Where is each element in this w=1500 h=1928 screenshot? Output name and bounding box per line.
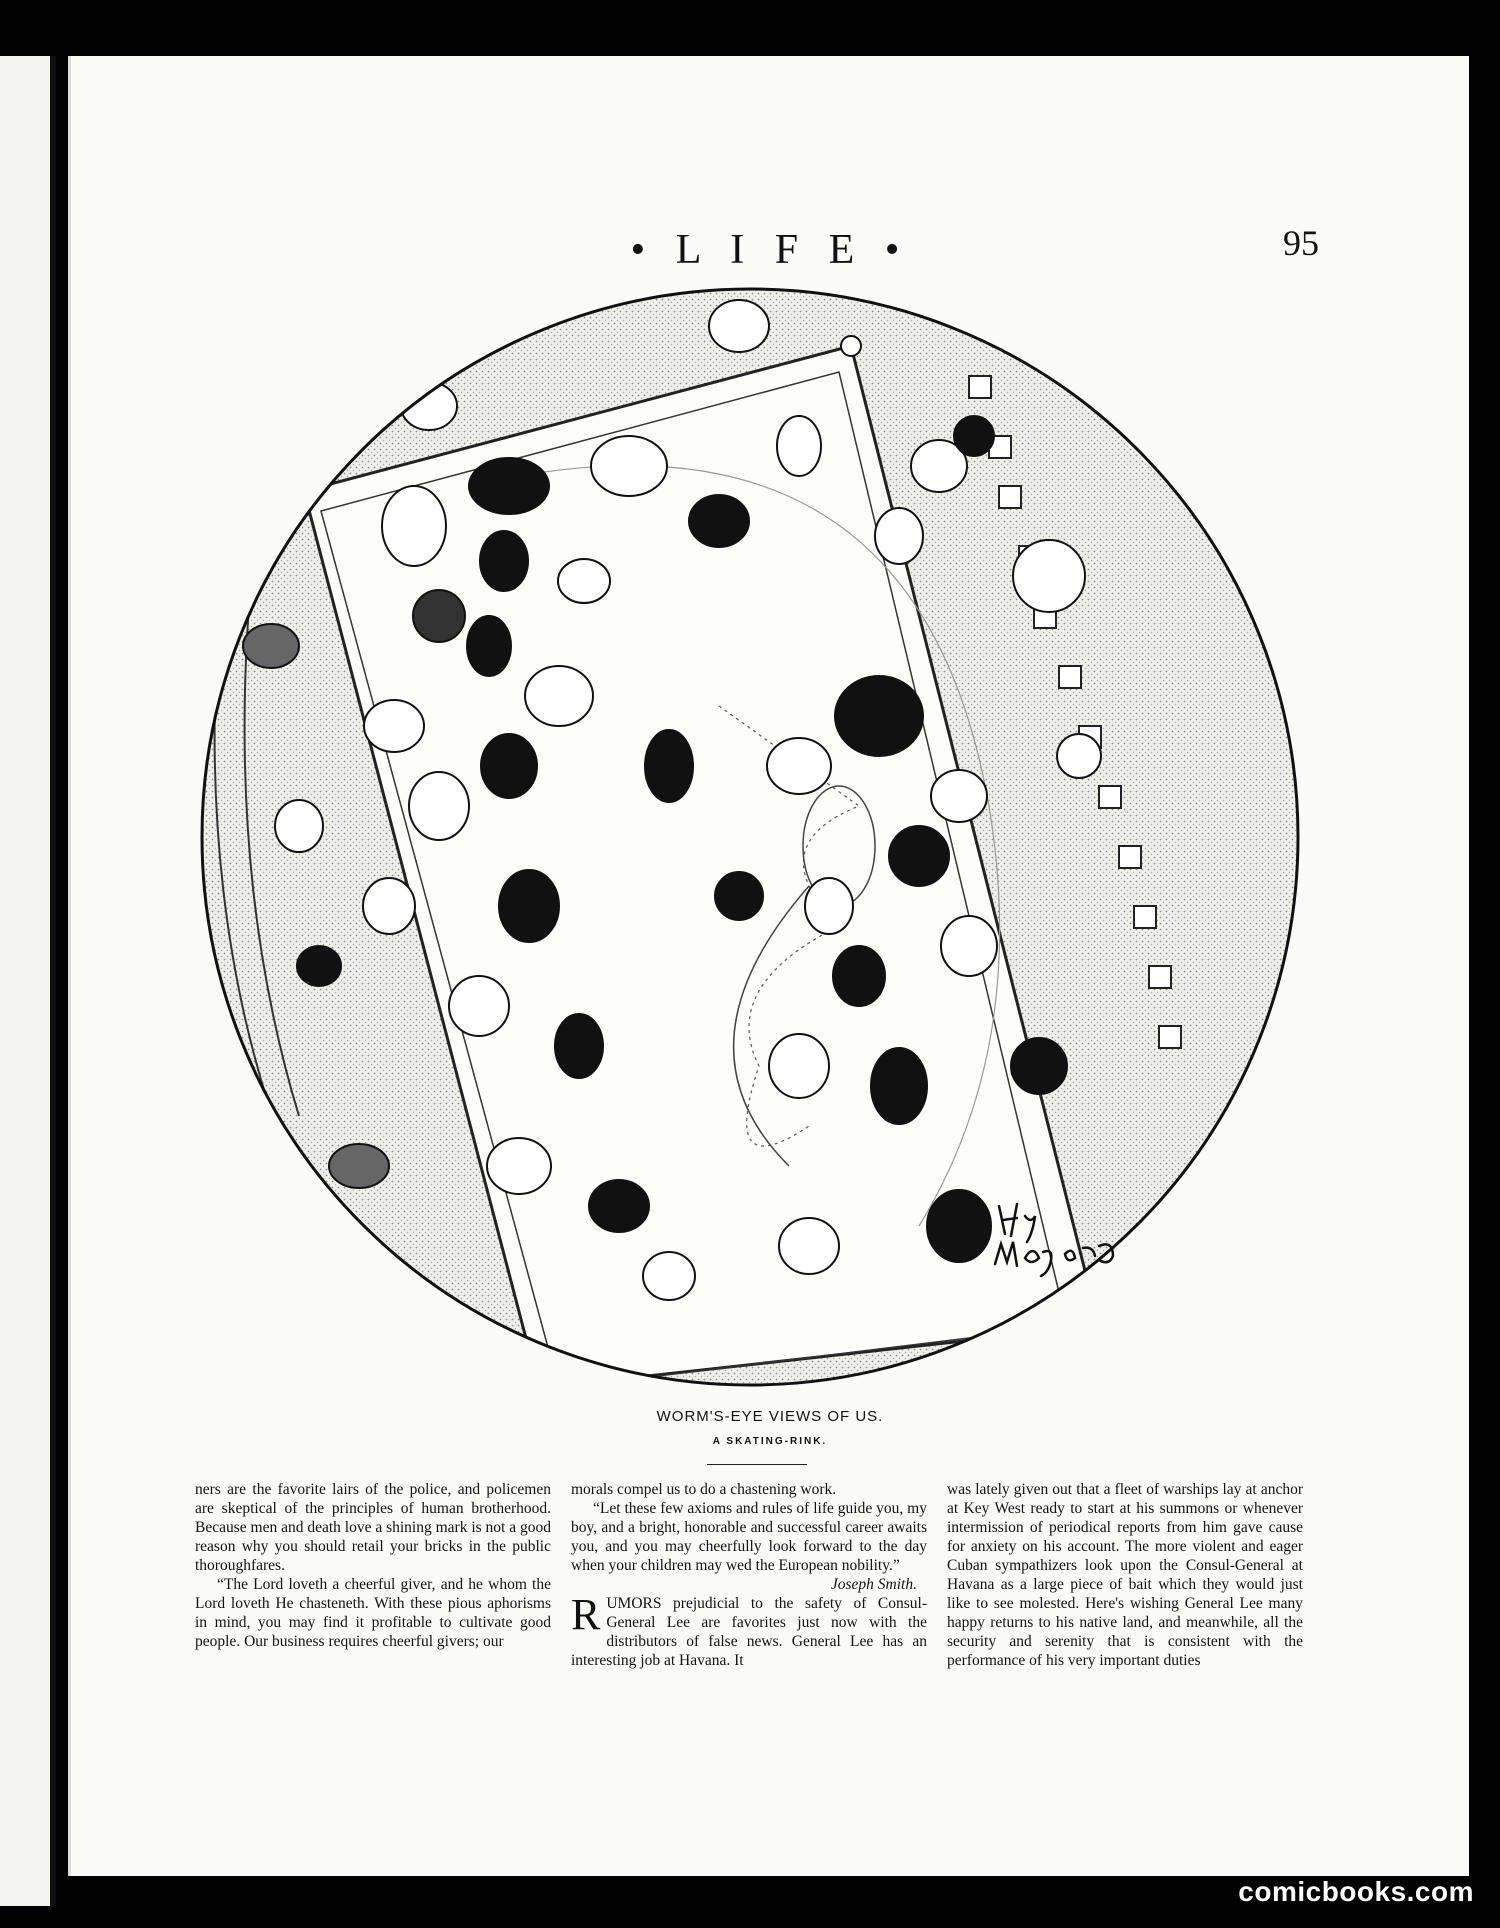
magazine-page (68, 56, 1469, 1876)
paragraph (571, 1499, 927, 1593)
text-column-1 (195, 1480, 551, 1651)
illustration-caption-subtitle: A SKATING-RINK. (712, 1436, 828, 1447)
drop-cap: R (571, 1590, 601, 1639)
skating-rink-illustration (199, 286, 1301, 1388)
author-signature: Joseph Smith. (830, 1576, 917, 1593)
facing-page-edge (0, 56, 56, 1906)
illustration-caption-title: WORM'S-EYE VIEWS OF US. (656, 1408, 884, 1425)
page-number: 95 (1283, 223, 1319, 263)
text-column-2 (571, 1480, 927, 1670)
paragraph (571, 1590, 927, 1670)
paragraph: “The Lord loveth a cheerful giver, and he whom the Lord loveth He chasteneth. With these pious aphorisms in mind, you may find it profitable to cultivate good people. Our business requires cheerful givers; our (195, 1576, 551, 1650)
paragraph: morals compel us to do a chastening work. (571, 1481, 837, 1498)
watermark: comicbooks.com (1238, 1876, 1474, 1907)
masthead-title: • L I F E • (630, 227, 910, 273)
paragraph: was lately given out that a fleet of warships lay at anchor at Key West ready to start at his summons or whenever intermission of periodical reports from him gave cause for anxiety on his account. The more violent and eager Cuban sympathizers look upon the Consul-General at Havana as a large piece of bait which they would just like to see molested. Here's wishing General Lee many happy returns to his native land, and meanwhile, all the security and serenity that is consistent with the performance of his very important duties (947, 1481, 1303, 1669)
paragraph: ners are the favorite lairs of the police, and policemen are skeptical of the principles of human brotherhood. Because men and death love a shining mark is not a good reason why you should retail your bricks in the public thoroughfares. (195, 1481, 551, 1574)
lead-word: UMORS (606, 1595, 662, 1612)
quote-text: “Let these few axioms and rules of life guide you, my boy, and a bright, honorable and successful career awaits you, and you may cheerfully look forward to the day when your children may wed the European nobility.” (571, 1500, 927, 1574)
text-column-3 (947, 1480, 1303, 1670)
paragraph-body: prejudicial to the safety of Consul-General Lee are favorites just now with the distributors of false news. General Lee has an interesting job at Havana. It (571, 1595, 927, 1669)
caption-divider (707, 1464, 807, 1465)
